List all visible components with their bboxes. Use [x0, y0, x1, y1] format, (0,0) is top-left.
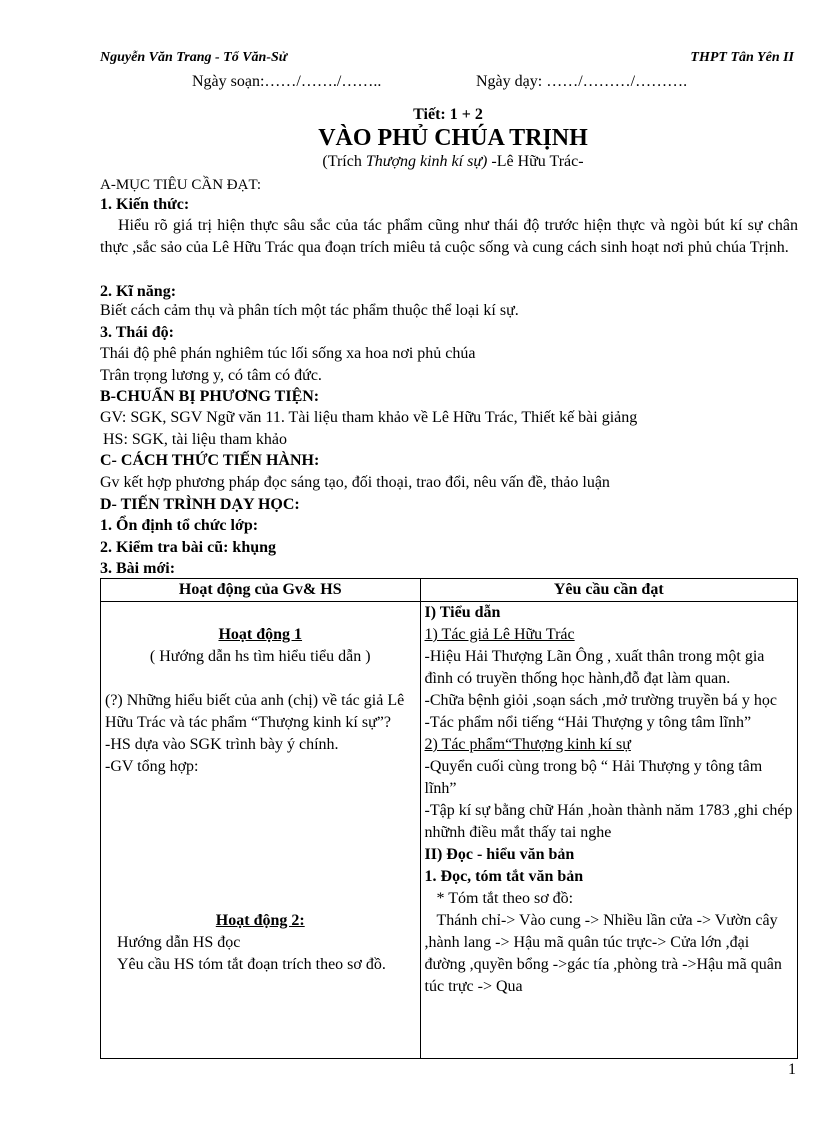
activity-table — [100, 578, 798, 1059]
table-row — [101, 602, 798, 1059]
d3-item: 3. Bài mới: — [100, 560, 176, 577]
activity-2-read: Hướng dẫn HS đọc — [117, 934, 241, 951]
hs-materials: HS: SGK, tài liệu tham khảo — [103, 431, 287, 448]
author-point-1: -Hiệu Hải Thượng Lãn Ông , xuất thân trong một gia đình có truyền thống học hành,đỗ đạt làm quan. — [424, 648, 765, 687]
reading-title: 1. Đọc, tóm tắt văn bản — [424, 868, 584, 885]
lesson-subtitle: (Trích Thượng kinh kí sự) -Lê Hữu Trác- — [322, 153, 584, 170]
lesson-number: Tiết: 1 + 2 — [413, 106, 483, 123]
instruction-hs: -HS dựa vào SGK trình bày ý chính. — [105, 736, 339, 753]
lesson-title: VÀO PHỦ CHÚA TRỊNH — [318, 125, 588, 151]
requirements-cell — [420, 602, 797, 1059]
thai-do-line-2: Trân trọng lương y, có tâm có đức. — [100, 367, 322, 384]
section-a-title: A-MỤC TIÊU CẦN ĐẠT: — [100, 177, 262, 193]
prep-date: Ngày soạn:……/……./…….. — [192, 73, 382, 90]
author-point-3: -Tác phẩm nổi tiếng “Hải Thượng y tông tâm lĩnh” — [424, 714, 752, 731]
section-d-title: D- TIẾN TRÌNH DẠY HỌC: — [100, 496, 300, 513]
summary-diagram-text: Thánh chỉ-> Vào cung -> Nhiều lần cửa -> Vườn cây ,hành lang -> Hậu mã quân túc trực-> Cửa lớn ,đại đường ,quyền bổng ->gác tía ,phòng trà ->Hậu mã quân túc trực -> Qua — [424, 912, 782, 995]
header-school: THPT Tân Yên II — [690, 50, 794, 65]
activity-1-title: Hoạt động 1 — [218, 626, 303, 643]
col-header-activities: Hoạt động của Gv& HS — [101, 579, 421, 602]
section-i-title: I) Tiểu dẫn — [424, 604, 501, 621]
work-point-1: -Quyển cuối cùng trong bộ “ Hải Thượng y tông tâm lĩnh” — [424, 758, 763, 797]
work-point-2: -Tập kí sự bằng chữ Hán ,hoàn thành năm 1783 ,ghi chép nhữnh điều mắt thấy tai nghe — [424, 802, 793, 841]
header-author: Nguyễn Văn Trang - Tổ Văn-Sử — [100, 50, 288, 65]
table-header-row — [101, 579, 798, 602]
teach-date: Ngày dạy: ……/………/………. — [476, 73, 688, 90]
activities-cell — [101, 602, 421, 1059]
question-1: (?) Những hiểu biết của anh (chị) về tác giả Lê Hữu Trác và tác phẩm “Thượng kinh kí sự”? — [105, 692, 405, 731]
activity-1-subtitle: ( Hướng dẫn hs tìm hiểu tiểu dẫn ) — [149, 648, 371, 665]
col-header-requirements: Yêu cầu cần đạt — [420, 579, 797, 602]
page-number: 1 — [788, 1061, 796, 1078]
thai-do-heading: 3. Thái độ: — [100, 324, 174, 341]
instruction-gv: -GV tổng hợp: — [105, 758, 199, 775]
activity-2-summary: Yêu cầu HS tóm tắt đoạn trích theo sơ đồ. — [117, 956, 386, 973]
activity-2-title: Hoạt động 2: — [215, 912, 305, 929]
gv-materials: GV: SGK, SGV Ngữ văn 11. Tài liệu tham khảo về Lê Hữu Trác, Thiết kế bài giảng — [100, 409, 638, 426]
d2-item: 2. Kiểm tra bài cũ: khụng — [100, 539, 277, 556]
kien-thuc-heading: 1. Kiến thức: — [100, 196, 190, 213]
section-c-text: Gv kết hợp phương pháp đọc sáng tạo, đối thoại, trao đổi, nêu vấn đề, thảo luận — [100, 474, 610, 491]
work-title: 2) Tác phẩm“Thượng kinh kí sự — [424, 736, 631, 753]
section-c-title: C- CÁCH THỨC TIẾN HÀNH: — [100, 452, 320, 469]
d1-item: 1. Ổn định tổ chức lớp: — [100, 517, 259, 534]
section-b-title: B-CHUẨN BỊ PHƯƠNG TIỆN: — [100, 388, 320, 405]
summary-label: * Tóm tắt theo sơ đồ: — [436, 890, 574, 907]
ki-nang-heading: 2. Kĩ năng: — [100, 283, 177, 300]
author-point-2: -Chữa bệnh giỏi ,soạn sách ,mở trường truyền bá y học — [424, 692, 777, 709]
ki-nang-text: Biết cách cảm thụ và phân tích một tác phẩm thuộc thể loại kí sự. — [100, 302, 519, 319]
kien-thuc-text: Hiểu rõ giá trị hiện thực sâu sắc của tác phẩm cũng như thái độ trước hiện thực và ngòi bút kí sự chân thực ,sắc sảo của Lê Hữu Trác qua đoạn trích miêu tả cuộc sống và cung cách sinh hoạt nơi phủ chúa Trịnh. — [100, 217, 798, 256]
author-title: 1) Tác giả Lê Hữu Trác — [424, 626, 575, 643]
section-ii-title: II) Đọc - hiểu văn bản — [424, 846, 575, 863]
thai-do-line-1: Thái độ phê phán nghiêm túc lối sống xa hoa nơi phủ chúa — [100, 345, 476, 362]
